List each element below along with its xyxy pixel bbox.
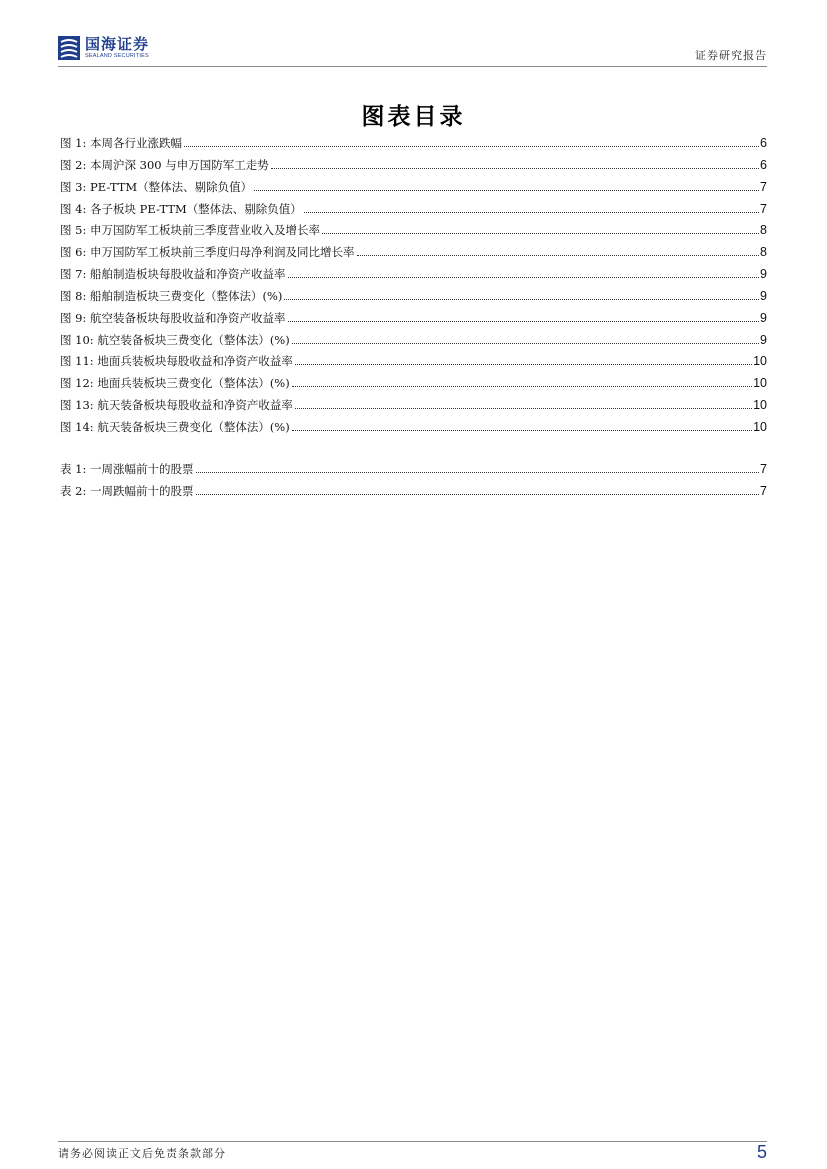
dot-leader <box>284 298 759 300</box>
footer-divider <box>58 1141 767 1142</box>
toc-entry-label: 图 6: 申万国防军工板块前三季度归母净利润及同比增长率 <box>60 245 355 260</box>
figure-toc-entry[interactable] <box>60 222 767 244</box>
toc-entry-label: 图 13: 航天装备板块每股收益和净资产收益率 <box>60 398 293 413</box>
figure-toc-entry[interactable] <box>60 375 767 397</box>
toc-entry-page: 10 <box>753 354 767 369</box>
dot-leader <box>295 363 752 365</box>
figure-toc-entry[interactable] <box>60 419 767 441</box>
dot-leader <box>184 145 759 147</box>
toc-entry-page: 7 <box>760 179 767 194</box>
table-toc-entry[interactable] <box>60 483 767 505</box>
toc-entry-page: 8 <box>760 245 767 260</box>
toc-entry-page: 9 <box>760 267 767 282</box>
toc-entry-label: 图 9: 航空装备板块每股收益和净资产收益率 <box>60 310 286 325</box>
toc-entry-label: 图 5: 申万国防军工板块前三季度营业收入及增长率 <box>60 223 320 238</box>
dot-leader <box>295 407 752 409</box>
figure-toc-entry[interactable] <box>60 353 767 375</box>
figure-toc-entry[interactable] <box>60 244 767 266</box>
toc-entry-label: 图 10: 航空装备板块三费变化（整体法）(%) <box>60 332 290 347</box>
toc-entry-label: 图 3: PE-TTM（整体法、剔除负值） <box>60 179 253 194</box>
dot-leader <box>288 276 760 278</box>
toc-entry-page: 7 <box>760 483 767 498</box>
toc-entry-page: 9 <box>760 310 767 325</box>
toc-entry-page: 6 <box>760 136 767 150</box>
toc-entry-page: 10 <box>753 398 767 413</box>
company-logo <box>58 36 149 62</box>
dot-leader <box>271 167 759 169</box>
figure-toc-entry[interactable] <box>60 266 767 288</box>
page-number: 5 <box>756 1142 767 1162</box>
toc-entry-label: 图 4: 各子板块 PE-TTM（整体法、剔除负值） <box>60 201 302 216</box>
dot-leader <box>304 211 759 213</box>
toc-entry-page: 7 <box>760 462 767 476</box>
dot-leader <box>196 471 760 473</box>
toc-entry-page: 8 <box>760 223 767 238</box>
dot-leader <box>292 385 752 387</box>
dot-leader <box>254 189 759 191</box>
logo-chinese-name: 国海证券 <box>85 35 150 53</box>
figure-toc-entry[interactable] <box>60 135 767 157</box>
dot-leader <box>322 232 759 234</box>
toc-entry-page: 7 <box>760 201 767 216</box>
sealand-logo-icon <box>58 36 80 60</box>
figure-toc-entry[interactable] <box>60 397 767 419</box>
toc-entry-page: 6 <box>760 157 767 172</box>
toc-entry-label: 图 8: 船舶制造板块三费变化（整体法）(%) <box>60 288 283 303</box>
figure-toc-entry[interactable] <box>60 310 767 332</box>
toc-entry-label: 表 2: 一周跌幅前十的股票 <box>60 483 194 498</box>
report-type: 证券研究报告 <box>695 49 767 62</box>
toc-entry-label: 图 14: 航天装备板块三费变化（整体法）(%) <box>60 419 290 434</box>
toc-entry-page: 10 <box>753 376 767 391</box>
figure-list <box>60 135 767 441</box>
toc-entry-label: 图 1: 本周各行业涨跌幅 <box>60 136 183 150</box>
toc-entry-page: 10 <box>753 419 767 434</box>
toc-entry-label: 图 7: 船舶制造板块每股收益和净资产收益率 <box>60 267 286 282</box>
dot-leader <box>196 493 760 495</box>
dot-leader <box>292 342 759 344</box>
logo-english-name: SEALAND SECURITIES <box>85 53 149 59</box>
figure-toc-entry[interactable] <box>60 157 767 179</box>
table-list <box>60 461 767 505</box>
dot-leader <box>292 429 752 431</box>
figure-toc-entry[interactable] <box>60 179 767 201</box>
toc-entry-page: 9 <box>760 288 767 303</box>
figure-toc-entry[interactable] <box>60 332 767 354</box>
toc-entry-label: 图 12: 地面兵装板块三费变化（整体法）(%) <box>60 376 290 391</box>
toc-entry-label: 图 11: 地面兵装板块每股收益和净资产收益率 <box>60 354 293 369</box>
dot-leader <box>288 320 760 322</box>
toc-entry-label: 表 1: 一周涨幅前十的股票 <box>60 462 194 476</box>
page-title: 图表目录 <box>361 104 466 130</box>
dot-leader <box>357 254 760 256</box>
header-divider <box>58 66 767 67</box>
figure-toc-entry[interactable] <box>60 201 767 223</box>
page-header <box>58 36 767 66</box>
disclaimer-note: 请务必阅读正文后免责条款部分 <box>58 1147 226 1160</box>
toc-entry-page: 9 <box>760 332 767 347</box>
table-toc-entry[interactable] <box>60 461 767 483</box>
toc-entry-label: 图 2: 本周沪深 300 与申万国防军工走势 <box>60 157 269 172</box>
figure-toc-entry[interactable] <box>60 288 767 310</box>
